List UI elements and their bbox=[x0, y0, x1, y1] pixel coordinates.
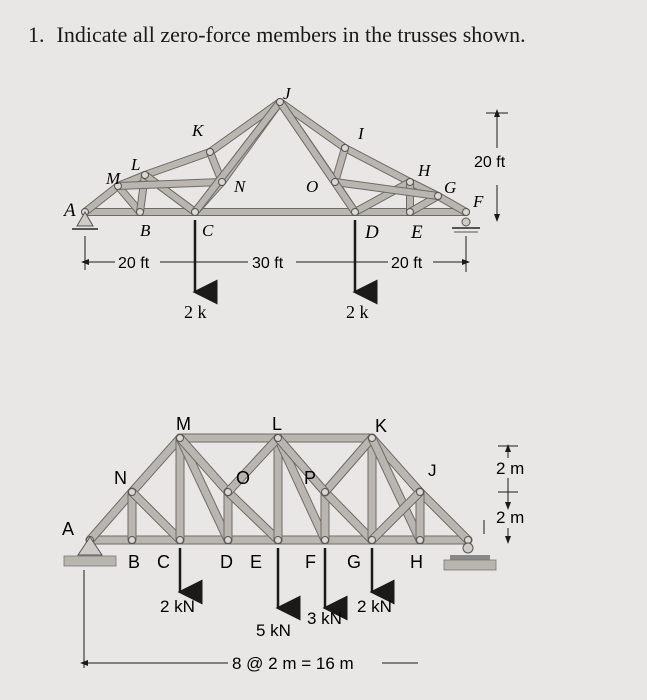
truss2-load-label-F: 3 kN bbox=[307, 609, 342, 628]
truss2-load-label-E: 5 kN bbox=[256, 621, 291, 640]
truss2-pin-N bbox=[129, 489, 136, 496]
truss2-pin-E bbox=[275, 537, 282, 544]
truss2-pin-F bbox=[322, 537, 329, 544]
truss1-height-label: 20 ft bbox=[474, 154, 506, 171]
truss2-label-M: M bbox=[176, 414, 191, 434]
truss2-height-label-lower: 2 m bbox=[496, 508, 525, 527]
truss1-member-MN bbox=[118, 182, 222, 186]
truss2-label-A: A bbox=[62, 519, 75, 539]
truss2-pin-I bbox=[465, 537, 472, 544]
truss1-pin-N bbox=[219, 179, 226, 186]
truss1-pin-C bbox=[192, 209, 199, 216]
truss2-pin-O bbox=[225, 489, 232, 496]
truss1-label-I: I bbox=[358, 124, 364, 143]
truss1-dim-label-CD: 30 ft bbox=[252, 255, 284, 272]
truss1-label-H: H bbox=[418, 161, 431, 180]
truss1-label-A: A bbox=[64, 200, 76, 221]
truss1-label-K: K bbox=[192, 121, 204, 140]
truss1-member-IH bbox=[345, 148, 410, 182]
truss2-pin-M bbox=[177, 435, 184, 442]
truss1-pin-B bbox=[137, 209, 144, 216]
truss2-dim-label-span: 8 @ 2 m = 16 m bbox=[232, 654, 354, 673]
truss2-load-label-G: 2 kN bbox=[357, 597, 392, 616]
truss2-label-E: E bbox=[250, 552, 263, 572]
problem-number: 1. bbox=[28, 22, 45, 47]
truss1-dim-label-AC: 20 ft bbox=[118, 255, 150, 272]
truss2-member-AN bbox=[90, 492, 132, 540]
truss2-pin-B bbox=[129, 537, 136, 544]
truss2-pin-G bbox=[369, 537, 376, 544]
truss1-label-D: D bbox=[365, 222, 379, 243]
truss1-label-O: O bbox=[306, 177, 319, 196]
truss1-member-LK bbox=[145, 152, 210, 175]
truss1-support-right bbox=[452, 218, 480, 232]
truss1-member-JI bbox=[280, 102, 345, 148]
truss1-label-F: F bbox=[473, 192, 484, 211]
truss1-pin-K bbox=[207, 149, 214, 156]
truss1-pin-F bbox=[463, 209, 470, 216]
truss2-support-right bbox=[444, 543, 496, 570]
truss1-pin-H bbox=[407, 179, 414, 186]
truss2-members bbox=[90, 438, 468, 540]
truss2-pin-H bbox=[417, 537, 424, 544]
truss2-label-J: J bbox=[428, 461, 437, 480]
truss1-pin-G bbox=[435, 193, 442, 200]
truss1-label-B: B bbox=[140, 221, 151, 240]
truss1-label-J: J bbox=[283, 84, 291, 103]
truss2-height-label-upper: 2 m bbox=[496, 459, 525, 478]
truss2-label-F: F bbox=[305, 552, 316, 572]
problem-text: Indicate all zero-force members in the trusses shown. bbox=[56, 22, 526, 47]
truss2-label-K: K bbox=[375, 416, 388, 436]
truss1-pin-I bbox=[342, 145, 349, 152]
truss1-label-L: L bbox=[131, 155, 141, 174]
truss1-members bbox=[85, 102, 466, 212]
truss2-label-C: C bbox=[157, 552, 170, 572]
truss2-label-O: O bbox=[236, 468, 251, 488]
truss2-label-N: N bbox=[114, 468, 127, 488]
truss2-member-KP bbox=[325, 438, 372, 492]
truss2-member-NC bbox=[132, 492, 180, 540]
truss2-member-NM bbox=[132, 438, 180, 492]
truss1-load-label-D: 2 k bbox=[346, 302, 369, 322]
truss1-label-N: N bbox=[234, 177, 246, 196]
truss1-pin-D bbox=[352, 209, 359, 216]
truss2-label-P: P bbox=[304, 468, 317, 488]
truss1-pin-E bbox=[407, 209, 414, 216]
truss2-label-H: H bbox=[410, 552, 423, 572]
truss1-label-E: E bbox=[411, 222, 423, 243]
truss1-pin-O bbox=[332, 179, 339, 186]
truss2-pin-P bbox=[322, 489, 329, 496]
truss1-label-G: G bbox=[444, 178, 457, 197]
truss2-label-D: D bbox=[220, 552, 233, 572]
truss1-member-LB bbox=[140, 175, 145, 212]
truss2-pin-C bbox=[177, 537, 184, 544]
truss2-label-L: L bbox=[272, 414, 283, 434]
truss2-pin-J bbox=[417, 489, 424, 496]
truss1-dim-label-DF: 20 ft bbox=[391, 255, 423, 272]
truss2-label-G: G bbox=[347, 552, 362, 572]
truss1-pin-L bbox=[142, 172, 149, 179]
truss2-pin-L bbox=[275, 435, 282, 442]
truss2-member-JI bbox=[420, 492, 468, 540]
truss1-label-M: M bbox=[106, 169, 121, 188]
truss2-member-PG bbox=[325, 492, 372, 540]
truss1-label-C: C bbox=[202, 221, 214, 240]
truss2-label-B: B bbox=[128, 552, 141, 572]
truss2-load-label-C: 2 kN bbox=[160, 597, 195, 616]
truss1-member-OI bbox=[335, 148, 345, 182]
truss2-pin-D bbox=[225, 537, 232, 544]
truss2-member-OE bbox=[228, 492, 278, 540]
truss1-load-label-C: 2 k bbox=[184, 302, 207, 322]
